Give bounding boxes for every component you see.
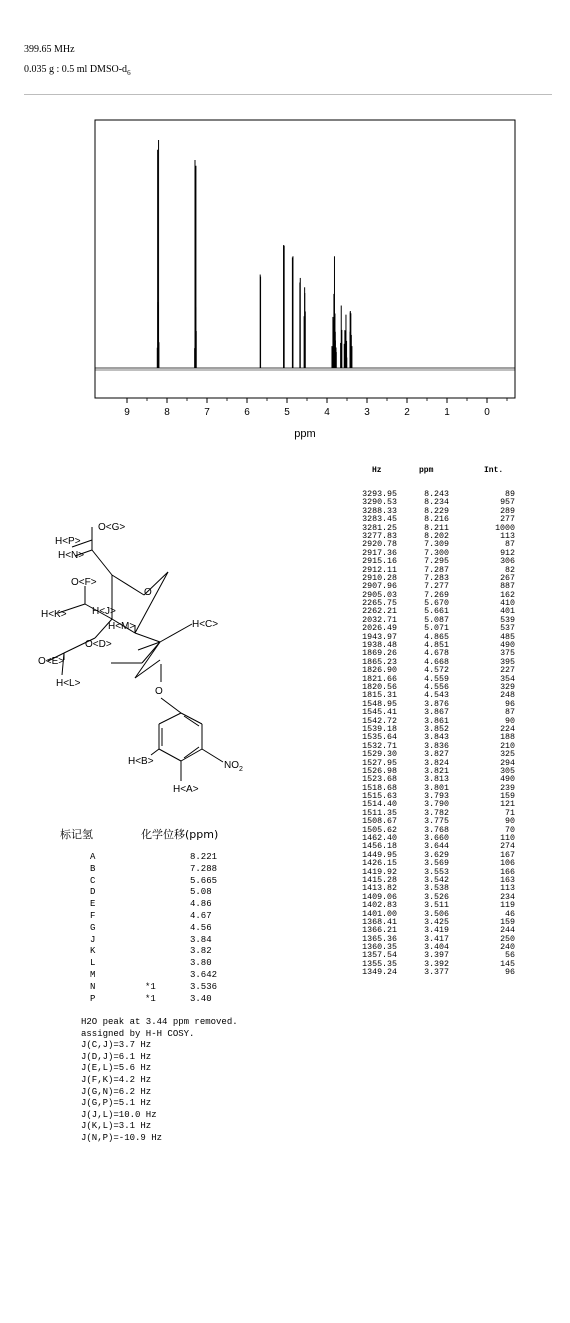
peak-intensity: 90 [505, 716, 515, 726]
structure-bonds [48, 527, 223, 781]
assignment-label: M [90, 969, 96, 980]
peak-intensity: 113 [500, 884, 515, 894]
assignment-label: E [90, 899, 96, 910]
peak-ppm: 3.506 [424, 909, 449, 919]
assignment-shift: 7.288 [190, 863, 218, 874]
peak-intensity: 354 [500, 674, 515, 684]
label-hl: H<L> [56, 678, 81, 689]
peak-hz: 1462.40 [362, 834, 397, 844]
peak-intensity: 537 [500, 624, 515, 634]
peak-ppm: 4.851 [424, 641, 449, 651]
peak-ppm: 3.824 [424, 758, 449, 768]
peak-hz: 1529.30 [362, 750, 397, 760]
note-line: J(E,L)=5.6 Hz [81, 1063, 152, 1074]
x-tick-label: 8 [164, 407, 170, 418]
assignment-label: L [90, 958, 96, 969]
peak-hz: 2910.28 [362, 573, 397, 583]
peak-intensity: 167 [500, 850, 515, 860]
assignment-row [60, 923, 310, 935]
peak-ppm: 3.801 [424, 783, 449, 793]
peak-ppm: 7.277 [424, 582, 449, 592]
peak-ppm: 8.202 [424, 531, 449, 541]
peak-hz: 2915.16 [362, 557, 397, 567]
assignment-row [60, 946, 310, 958]
note-line: H2O peak at 3.44 ppm removed. [81, 1017, 238, 1027]
peak-intensity: 70 [505, 825, 515, 835]
peak-intensity: 234 [500, 892, 515, 902]
peak-hz: 1938.48 [362, 641, 397, 651]
peak-hz: 1419.92 [362, 867, 397, 877]
assignment-row [60, 852, 310, 864]
label-o-link: O [155, 686, 163, 697]
sample-text: 0.035 g : 0.5 ml DMSO-d [24, 64, 128, 75]
peak-intensity: 87 [505, 540, 515, 550]
assignment-rows [60, 852, 310, 1005]
assignment-label: J [90, 934, 96, 945]
peak-ppm: 3.790 [424, 800, 449, 810]
peak-hz: 1360.35 [362, 943, 397, 953]
peak-intensity: 71 [505, 808, 515, 818]
peak-ppm: 4.556 [424, 682, 449, 692]
peak-hz: 1514.40 [362, 800, 397, 810]
peak-ppm: 3.425 [424, 917, 449, 927]
note-line: J(C,J)=3.7 Hz [81, 1040, 152, 1051]
assignment-label: G [90, 922, 96, 933]
peak-hz: 1505.62 [362, 825, 397, 835]
peak-intensity: 159 [500, 917, 515, 927]
x-tick-label: 7 [204, 407, 210, 418]
peak-intensity: 305 [500, 766, 515, 776]
peak-hz: 1413.82 [362, 884, 397, 894]
peak-intensity: 244 [500, 926, 515, 936]
peak-ppm: 3.538 [424, 884, 449, 894]
peak-row [357, 969, 537, 977]
molecule-structure [20, 500, 320, 810]
x-axis-label: ppm [294, 428, 316, 440]
label-hp: H<P> [55, 536, 81, 547]
peak-ppm: 4.865 [424, 632, 449, 642]
peak-intensity: 267 [500, 573, 515, 583]
peak-ppm: 3.843 [424, 733, 449, 743]
label-no2 [224, 760, 243, 773]
peak-ppm: 4.678 [424, 649, 449, 659]
peak-intensity: 329 [500, 682, 515, 692]
label-hb: H<B> [128, 756, 154, 767]
peak-ppm: 3.644 [424, 842, 449, 852]
note-line: J(D,J)=6.1 Hz [81, 1051, 152, 1062]
label-ha: H<A> [173, 784, 199, 795]
peak-ppm: 7.295 [424, 557, 449, 567]
assignment-shift: 4.86 [190, 899, 212, 910]
label-oe: O<E> [38, 656, 65, 667]
peak-intensity: 227 [500, 666, 515, 676]
assignment-label: N [90, 981, 96, 992]
peak-ppm: 3.775 [424, 817, 449, 827]
peak-ppm: 8.234 [424, 498, 449, 508]
label-hj: H<J> [92, 606, 116, 617]
peak-ppm: 8.211 [424, 523, 449, 533]
peak-ppm: 7.287 [424, 565, 449, 575]
peak-ppm: 8.243 [424, 490, 449, 499]
peak-intensity: 306 [500, 557, 515, 567]
peak-ppm: 3.867 [424, 708, 449, 718]
peak-intensity: 240 [500, 943, 515, 953]
assignment-row [60, 970, 310, 982]
assignment-label: K [90, 946, 96, 957]
peak-hz: 1518.68 [362, 783, 397, 793]
peak-hz: 1545.41 [362, 708, 397, 718]
peak-ppm: 3.404 [424, 943, 449, 953]
peak-intensity: 56 [505, 951, 515, 961]
peak-intensity: 912 [500, 548, 515, 558]
peak-intensity: 113 [500, 531, 515, 541]
peak-intensity: 162 [500, 590, 515, 600]
peak-intensity: 375 [500, 649, 515, 659]
peak-intensity: 325 [500, 750, 515, 760]
peak-intensity: 159 [500, 792, 515, 802]
label-hk: H<K> [41, 609, 67, 620]
peak-intensity: 96 [505, 699, 515, 709]
x-tick-label: 6 [244, 407, 250, 418]
peak-intensity: 250 [500, 934, 515, 944]
x-tick-label: 5 [284, 407, 290, 418]
label-od: O<D> [85, 639, 112, 650]
peak-intensity: 224 [500, 724, 515, 734]
note-line: assigned by H-H COSY. [81, 1028, 195, 1039]
peak-ppm: 4.572 [424, 666, 449, 676]
note-line: J(N,P)=-10.9 Hz [81, 1132, 163, 1143]
spectrometer-frequency: 399.65 MHz [24, 44, 75, 55]
assignment-label: F [90, 910, 96, 921]
assignment-shift: 3.642 [190, 969, 218, 980]
peak-hz: 1535.64 [362, 733, 397, 743]
peak-hz: 1821.66 [362, 674, 397, 684]
peak-hz: 1355.35 [362, 959, 397, 969]
assignment-shift: 8.221 [190, 852, 218, 862]
peak-intensity: 294 [500, 758, 515, 768]
peak-intensity: 957 [500, 498, 515, 508]
assignment-shift: 4.67 [190, 910, 212, 921]
peak-intensity: 46 [505, 909, 515, 919]
peak-intensity: 119 [500, 901, 515, 911]
sample-description [24, 64, 131, 77]
assignment-row [60, 935, 310, 947]
label-o-ring: O [144, 587, 152, 598]
peak-intensity: 121 [500, 800, 515, 810]
peak-intensity: 248 [500, 691, 515, 701]
peak-hz: 2262.21 [362, 607, 397, 617]
assignment-row [60, 911, 310, 923]
peak-ppm: 3.827 [424, 750, 449, 760]
peak-intensity: 96 [505, 968, 515, 978]
peak-ppm: 3.852 [424, 724, 449, 734]
peak-hz: 1365.36 [362, 934, 397, 944]
x-tick-label: 0 [484, 407, 490, 418]
assignment-label: D [90, 887, 96, 898]
label-hc: H<C> [192, 619, 219, 630]
peak-intensity: 106 [500, 859, 515, 869]
peak-ppm: 3.793 [424, 792, 449, 802]
peak-intensity: 110 [500, 834, 515, 844]
note-line: J(J,L)=10.0 Hz [81, 1109, 157, 1120]
assignment-shift: 3.40 [190, 993, 212, 1004]
notes-block [81, 1017, 238, 1145]
peak-hz: 1527.95 [362, 758, 397, 768]
peak-hz: 1349.24 [362, 968, 397, 978]
assignment-label: B [90, 863, 96, 874]
peak-hz: 1815.31 [362, 691, 397, 701]
peak-hz: 2917.36 [362, 548, 397, 558]
x-tick-label: 3 [364, 407, 370, 418]
assignment-label: A [90, 852, 96, 862]
peak-intensity: 289 [500, 506, 515, 516]
peak-hz: 1539.18 [362, 724, 397, 734]
peak-hz: 1456.18 [362, 842, 397, 852]
peak-hz: 2032.71 [362, 615, 397, 625]
peak-hz: 1515.63 [362, 792, 397, 802]
peak-intensity: 87 [505, 708, 515, 718]
assignment-note: *1 [145, 981, 156, 992]
peak-hz: 1409.06 [362, 892, 397, 902]
assignment-row [60, 864, 310, 876]
peak-hz: 1943.97 [362, 632, 397, 642]
peak-intensity: 239 [500, 783, 515, 793]
peak-hz: 3277.83 [362, 531, 397, 541]
peak-intensity: 395 [500, 657, 515, 667]
peak-hz: 1449.95 [362, 850, 397, 860]
peak-rows [357, 491, 537, 978]
peak-intensity: 539 [500, 615, 515, 625]
assignment-row [60, 887, 310, 899]
peak-ppm: 3.836 [424, 741, 449, 751]
x-tick-label: 2 [404, 407, 410, 418]
peak-ppm: 3.377 [424, 968, 449, 978]
label-no: NO [224, 760, 239, 771]
label-of: O<F> [71, 577, 97, 588]
x-tick-label: 1 [444, 407, 450, 418]
peak-hz: 2907.96 [362, 582, 397, 592]
assignment-row [60, 899, 310, 911]
peak-ppm: 3.861 [424, 716, 449, 726]
peak-ppm: 7.269 [424, 590, 449, 600]
x-tick-label: 4 [324, 407, 330, 418]
peak-ppm: 3.542 [424, 875, 449, 885]
peak-ppm: 3.629 [424, 850, 449, 860]
peak-intensity: 188 [500, 733, 515, 743]
label-hm: H<M> [108, 621, 136, 632]
peak-ppm: 4.543 [424, 691, 449, 701]
assignment-shift: 4.56 [190, 922, 212, 933]
sample-subscript: 6 [127, 69, 131, 77]
assignment-shift: 3.82 [190, 946, 212, 957]
peak-hz: 2912.11 [362, 565, 397, 575]
peak-hz: 1526.98 [362, 766, 397, 776]
peak-hz: 1820.56 [362, 682, 397, 692]
peak-hz: 1532.71 [362, 741, 397, 751]
peak-ppm: 3.821 [424, 766, 449, 776]
peak-header-ppm: ppm [419, 466, 434, 475]
note-line: J(G,N)=6.2 Hz [81, 1086, 152, 1097]
peak-hz: 1511.35 [362, 808, 397, 818]
peak-intensity: 274 [500, 842, 515, 852]
peak-ppm: 3.397 [424, 951, 449, 961]
assignment-label: C [90, 875, 96, 886]
peak-ppm: 5.087 [424, 615, 449, 625]
peak-intensity: 490 [500, 775, 515, 785]
peak-ppm: 8.216 [424, 515, 449, 525]
structure-labels [38, 522, 243, 795]
peak-ppm: 3.419 [424, 926, 449, 936]
peak-ppm: 3.782 [424, 808, 449, 818]
assignment-shift: 5.08 [190, 887, 212, 898]
assignment-label: P [90, 993, 96, 1004]
peak-ppm: 5.661 [424, 607, 449, 617]
peak-hz: 1826.90 [362, 666, 397, 676]
label-no2-subscript: 2 [239, 766, 243, 773]
peak-hz: 1865.23 [362, 657, 397, 667]
peak-hz: 2920.78 [362, 540, 397, 550]
peak-intensity: 145 [500, 959, 515, 969]
peak-hz: 1523.68 [362, 775, 397, 785]
peak-intensity: 90 [505, 817, 515, 827]
peak-intensity: 887 [500, 582, 515, 592]
peak-intensity: 401 [500, 607, 515, 617]
peak-intensity: 89 [505, 490, 515, 499]
peak-intensity: 410 [500, 599, 515, 609]
peak-ppm: 3.392 [424, 959, 449, 969]
peak-intensity: 1000 [495, 523, 515, 533]
peak-hz: 1402.83 [362, 901, 397, 911]
peak-ppm: 3.813 [424, 775, 449, 785]
peak-hz: 2905.03 [362, 590, 397, 600]
peaks-group [157, 140, 352, 368]
x-ticks-group [124, 398, 507, 418]
peak-intensity: 163 [500, 875, 515, 885]
assignment-note: *1 [145, 993, 156, 1004]
peak-hz: 2265.75 [362, 599, 397, 609]
assign-header-shift: 化学位移(ppm) [141, 828, 219, 841]
assignment-row [60, 876, 310, 888]
nmr-spectrum-chart [0, 110, 570, 440]
peak-ppm: 3.660 [424, 834, 449, 844]
peak-ppm: 5.071 [424, 624, 449, 634]
peak-ppm: 5.670 [424, 599, 449, 609]
peak-hz: 3290.53 [362, 498, 397, 508]
peak-intensity: 485 [500, 632, 515, 642]
peak-hz: 1357.54 [362, 951, 397, 961]
assign-header-label: 标记氢 [60, 828, 93, 841]
note-line: J(G,P)=5.1 Hz [81, 1098, 152, 1109]
peak-hz: 1542.72 [362, 716, 397, 726]
peak-intensity: 82 [505, 565, 515, 575]
label-hn: H<N> [58, 550, 85, 561]
peak-ppm: 3.768 [424, 825, 449, 835]
peak-hz: 2026.49 [362, 624, 397, 634]
assignment-shift: 5.665 [190, 875, 218, 886]
assignment-shift: 3.80 [190, 958, 212, 969]
peak-header-int: Int. [484, 466, 504, 475]
assignment-row [60, 982, 310, 994]
x-tick-label: 9 [124, 407, 130, 418]
peak-intensity: 490 [500, 641, 515, 651]
peak-ppm: 7.283 [424, 573, 449, 583]
peak-ppm: 3.526 [424, 892, 449, 902]
peak-hz: 1368.41 [362, 917, 397, 927]
peak-intensity: 210 [500, 741, 515, 751]
peak-ppm: 4.559 [424, 674, 449, 684]
peak-ppm: 3.876 [424, 699, 449, 709]
peak-hz: 1401.00 [362, 909, 397, 919]
peak-ppm: 4.668 [424, 657, 449, 667]
peak-intensity: 277 [500, 515, 515, 525]
assignment-row [60, 994, 310, 1006]
peak-hz: 3283.45 [362, 515, 397, 525]
assignment-shift: 3.84 [190, 934, 212, 945]
peak-ppm: 3.553 [424, 867, 449, 877]
peak-ppm: 7.309 [424, 540, 449, 550]
peak-ppm: 3.511 [424, 901, 449, 911]
peak-hz: 1415.28 [362, 875, 397, 885]
peak-hz: 3293.95 [362, 490, 397, 499]
assignment-row [60, 958, 310, 970]
peak-hz: 1508.67 [362, 817, 397, 827]
header-divider [24, 94, 552, 95]
peak-hz: 1548.95 [362, 699, 397, 709]
peak-intensity: 166 [500, 867, 515, 877]
note-line: J(F,K)=4.2 Hz [81, 1074, 152, 1085]
peak-ppm: 8.229 [424, 506, 449, 516]
peak-hz: 1366.21 [362, 926, 397, 936]
peak-ppm: 3.417 [424, 934, 449, 944]
peak-hz: 1869.26 [362, 649, 397, 659]
peak-hz: 3281.25 [362, 523, 397, 533]
label-og: O<G> [98, 522, 126, 533]
peak-hz: 1426.15 [362, 859, 397, 869]
peak-header-hz: Hz [372, 466, 382, 475]
peak-ppm: 3.569 [424, 859, 449, 869]
note-line: J(K,L)=3.1 Hz [81, 1121, 152, 1132]
peak-hz: 3288.33 [362, 506, 397, 516]
peak-ppm: 7.300 [424, 548, 449, 558]
assignment-shift: 3.536 [190, 981, 218, 992]
